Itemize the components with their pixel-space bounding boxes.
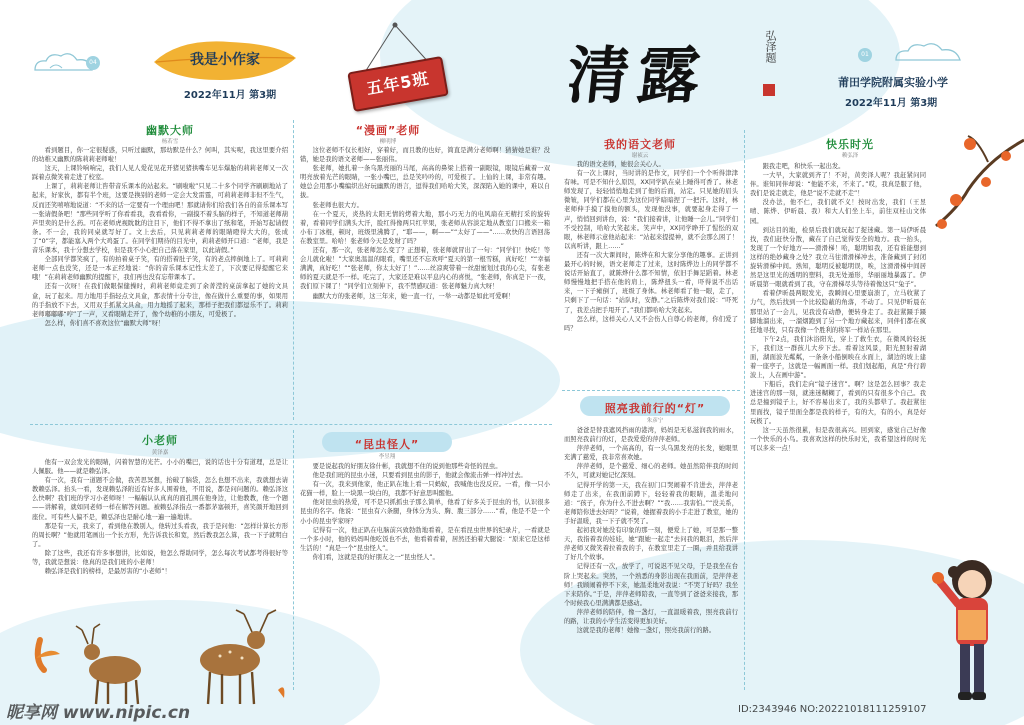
article-body-bug xyxy=(300,462,550,692)
paragraph: 记得有一次，他正趴在电脑前兴致勃勃地看着，是在看昆虫世界的纪录片，一看就是一个多小时，他的妈妈叫他吃饭也不去，他看着看着，居然还拍着大腿说：“原来它是这样生活的！”真是一个“昆虫怪人”。 xyxy=(300,526,550,552)
paragraph: 下午2点，我们沐浴阳光，穿上了救生衣，在微风的轻抚下，我们这一群孩儿大步下去。看着这风景，阳光照射着湖面，湖面波光粼粼，一条条小船倒映在水面上，湖边的坡上建着一座亭子，这就是一幅画面一样。我们划起船，真是“舟行碧波上，人在画中游”。 xyxy=(750,335,926,380)
article-title-happy: 快乐时光 xyxy=(826,138,874,151)
divider xyxy=(30,424,552,425)
column-title: 我是小作家 xyxy=(190,52,260,68)
page-number: 04 xyxy=(89,59,97,66)
article-title-bug: “昆虫怪人” xyxy=(354,438,420,451)
paragraph: 除了这些，我还有许多事想讲，比如说，他怎么帮助同学，怎么每次考试都考得很好等等，我就是想说：他真的是我们班的小老师！ xyxy=(32,549,288,567)
paragraph: 他对昆虫的热爱，可不是只抓抓虫子那么简单，他看了好多关于昆虫的书，认识很多昆虫的名字。他说：“昆虫有六条腿，身体分为头、胸、腹三部分……”看，他是不是一个小小的昆虫学家呀？ xyxy=(300,499,550,525)
cloud-icon-right xyxy=(890,38,970,66)
article-author-lamp: 朱彦宁 xyxy=(646,418,664,424)
paragraph: 这天，上课铃响响完，我们人见人爱花见花开猪见猪拱嘴车见车爆胎的莉莉老师又一次踩着点微笑着走进了校室。 xyxy=(32,165,288,182)
article-title-comic: “漫画”老师 xyxy=(355,124,421,137)
paragraph: 这位老师不仅长相好，穿着好，而且教的也好，简直是满分老师啊！猜猜她是谁？没错，她是我的语文老师——张丽伟。 xyxy=(300,147,550,164)
paragraph: 这一天虽然很累，但是我很高兴。回到家，感觉自己好像一个快乐的小鸟。我喜欢这样的快乐时光，我希望这样的时光可以多来一点！ xyxy=(750,426,926,452)
paragraph: 在一个夏天，炎热的太阳无情的烤着大地，那小巧无力的电风扇在无精打采的旋转着，看着同学们满头大汗，脸红得像两只红苹果，张老师从容淡定地从教室门口搬来一箱小布丁冰棍，顿时，班级里沸腾了，“耶——，啊——”“太好了——”……欢快的言语回荡在教室里。哈哈！张老师今天是发财了吗？ xyxy=(300,210,550,245)
page-number-badge xyxy=(86,56,100,70)
paragraph: 没办法，他不仁，我们就不义！按时出发，我们（王昱晴、陈烨、伊昕晨、我）和大人们坐上车，前往双桂山文体园。 xyxy=(750,199,926,225)
article-body-happy xyxy=(750,162,926,692)
paragraph: 怎么样，这样关心人又不会伤人自尊心的老师，你们爱了吗？ xyxy=(564,315,738,332)
paragraph: 记得开学的第一天，我在初门口哭闹着不肯进去，萍萍老师走了出来，在我面前蹲下，轻轻着我的眼睛，温柔地问道：“孩子，你为什么不进去啊？”“我……我害怕。”“没关系，老师陪你进去好吗？”说着，她握着我的小手走进了教室，她的手好温暖，我一下子就不哭了。 xyxy=(564,481,738,525)
paragraph: 起初我对她没有印象的那一刻，便爱上了她，可是那一整天，我指着我的娃娃，她“跟她一起走”去问我的眼泪，然后萍萍老师又微笑着拉着我的手，在教室里走了一圈，并且给我讲了好几个故事。 xyxy=(564,527,738,562)
paragraph: 有一次上课时，当时讲的是作文，同学们一个个听得津津有味。可是不知什么原因，XX同学趴在桌上睡得可香了。林老师发现了，轻轻悄悄地走到了他的后面，站定。只见她的眉头微皱，同学们都在心里为这位同学暗暗捏了一把汗。这时，林老师伸手摸了摸他的额头，发现他没事，就要起身走得了一声，悄悄回到讲台，说：“我们接着讲，让他睡一会儿。”同学们不受控制，哈哈大笑起来。笑声中，XX同学睁开了惺忪的双眼，林老师示意他站起来：“站起来提提神，就不会那么困了！以真听讲，跟上……” xyxy=(564,170,738,250)
paragraph: 幽默大方的张老师，这三年来，她一直一行，一举一动都是如此可爱啊！ xyxy=(312,292,515,300)
paragraph: 张老师，她扎着一条乌黑亮丽的马尾，高高的鼻梁上搭着一副眼镜，眼镜后藏着一双明亮放着光芒的眼睛，一张小嘴巴，总是笑吟吟的，可爱极了。上仙的上课，非常有趣。她总会用那小嘴编织出好玩幽默的语言，逗得我们哈哈大笑，深深陷入她的课中，难以自拔。 xyxy=(300,165,550,200)
paragraph: 还有一次大课间时，陈烨在和大家分享他的趣事。正讲到最开心的时候，语文老师走了过来，这时陈烨边上的同学都不说话开始直了，就陈烨什么都不知情，依旧手舞足蹈着。林老师慢慢地把手搭在他的肩上，陈烨扭头一看，吓得说不出话来，一下子瘫倒了，班级了身体。林老师看了他一眼，走了，只剩下了一句话：“站队时，安静。”之后陈烨对我们说：“吓死了，我差点把手甩开了。”我们都哈哈大笑起来。 xyxy=(564,251,738,314)
paragraph: 张老师也很大方。 xyxy=(312,201,363,209)
column-divider xyxy=(293,120,294,420)
page-number-right: 01 xyxy=(861,51,869,58)
school-name: 莆田学院附属实验小学 xyxy=(838,76,948,89)
paragraph: 赖弘泽是我们的榜样，是最厉害的“小老师”！ xyxy=(44,568,171,576)
persimmon-branch-illustration xyxy=(928,130,1024,240)
article-title-chinese-teacher: 我的语文老师 xyxy=(604,138,676,151)
article-author-little-teacher: 黄泽嘉 xyxy=(151,450,169,456)
article-author-chinese-teacher: 谢祯云 xyxy=(631,153,649,159)
class-sign-label: 五年5班 xyxy=(365,68,431,99)
paragraph: 下船后，我们走向“镜子迷宫”。啊？这是怎么回事？我走进迷宫的那一刻，就迷迷糊糊了，看到的只有很多个自己。我总是撞到镜子上，好不容易出来了，我的头都晕了。我赶紧往里面找，镜子里面全都是我的样子，有的大，有的小，真是好玩极了。 xyxy=(750,381,926,425)
watermark-right: ID:2343946 NO:20221018111259107 xyxy=(738,704,927,715)
article-author-comic: 柳明博 xyxy=(379,139,397,145)
right-date-issue: 2022年11月 第3期 xyxy=(845,98,938,109)
paragraph: 到达目的地，检票后我们就玩起了捉迷藏。第一局伊昕晨找，我们赶快分散，藏在了自己觉得安全的地方。我一抬头，发现了一个好地方——滑滑梯！哈，聪明如我，还有谁能想到这样的绝妙藏身之处？我立马往滑滑梯冲去，准备藏到了封闭旋转滑梯中间。熟知，聪明反被聪明误，唉，这滑滑梯中间居然是这里光的透明的塑料，我无处遁形，华丽丽地暴露了。伊昕晨第一眼就看到了我，守在滑梯尽头等待着像这只“兔子”。 xyxy=(750,226,926,289)
paragraph: 有一次，我有一道题不会做，我苦思冥想，抬破了脑袋，怎么也想不出来，我就想去请教赖弘泽。抬头一看，发现赖弘泽附近有好多人围着他，不用说，都是问问题的。赖弘泽这么快啊？我们班的学习小老师呀！一幅幅认认真真的面孔围在他身边，让他教教，他一个题——讲解着，就如同老师一样在解答问题。被赖弘泽指点一番都茅塞顿开，喜笑颜开地回到座位。可有些人偏不是，赖弘泽也是耐心地一遍一遍地讲。 xyxy=(32,477,288,521)
paragraph: 记得还有一次，放学了，可说迟不见父母，于是我坐在台阶上哭起来。突然，一个熟悉的身影出现在我面前，是萍萍老师！我顾闹着停不下来，她温柔地对我说：“不哭了好吗？我坐下来陪你。”于是，萍萍老师陪我，一直等到了爸爸来接我，那个时候我心里满满都是感动。 xyxy=(564,563,738,607)
paragraph: 他有一双会发光的眼睛，闪着智慧的光芒。小小的嘴巴，说的话也十分有道理，总是让人佩服。他——就是赖弘泽。 xyxy=(32,459,288,476)
paragraph: 跟我走吧，和快乐一起出发。 xyxy=(762,163,845,170)
watermark-left: 昵享网 www.nipic.cn xyxy=(6,703,191,723)
paragraph: 我的语文老师，她很会关心人。 xyxy=(576,161,665,168)
paragraph: 还有一次呀！在我们做眼保健操时，莉莉老师竟走到了余菁滢的桌前拿起了她的文具盒，玩了起来。用力地用手指轻点文具盒，那表情十分专注，像在做什么重要的事，如果用的手指放不下去，又用双手抓紧文具盒，用力地摇了起来，那样子把我们都逗乐不了。莉莉老师嘟嘟嘟“哼”了一声，又看眼睛走开了，像个幼稚的小朋友，可爱极了。 xyxy=(32,283,288,318)
paragraph: 一大早，大家就到齐了！不对，黄奕泽人呢？我赶紧问同伴。谁知同伴却说：“他能不来，不来了。”哎，我真是服了他，我们是说走就走，他是“说不走就不走”！ xyxy=(750,172,926,198)
girl-illustration xyxy=(928,540,1018,716)
article-author-bug: 李昱翔 xyxy=(378,454,396,460)
masthead-title: 清露 xyxy=(563,39,712,112)
paragraph: 看到题目，你一定很疑惑，只听过幽默，那幼默是什么？何叫，其实呢，我这里要介绍的幼稚又幽默的陈莉莉老师啦！ xyxy=(32,147,288,164)
paragraph: 那是有一天，我来了，看到他在教别人，他转过头看我，我于是问他：“怎样计算长方形的周长啊？”他就用笔画出一个长方形，先告诉我长和宽，然后教我怎么算，我一下子就明白了。 xyxy=(32,522,288,548)
paragraph: 怎么样，你们喜不喜欢这位“幽默大师”呀！ xyxy=(44,319,165,327)
column-divider xyxy=(293,430,294,690)
paragraph: 有一次，我来到他家，他正趴在地上看一只蚂蚁，我喊他也没反应。一看，像一只小花猫一样，脸上一块黑一块白的，我都不好意思叫醒他。 xyxy=(300,481,550,498)
column-divider xyxy=(744,130,745,690)
article-title-lamp: 照亮我前行的“灯” xyxy=(604,402,706,415)
article-title-little-teacher: 小老师 xyxy=(142,434,178,447)
article-title-humor: 幽默大师 xyxy=(146,124,194,137)
paragraph: 看着伊昕晨两眼发光，我瞬间心里要崩溃了，立马收紧了力气，然后找到一个比较隐蔽的角落，不动了。只见伊昕晨在那里站了一会儿，见我没有动静，便转身走了。我赶紧蹑手蹑脚地溜出来，一溜烟跑到了另一个地方藏起来，同伴们都在疯狂地寻找，只有我像一个胜利的将军一样站在那里。 xyxy=(750,290,926,334)
paragraph: 他是我们班的昆虫小迷，只要看到昆虫的影子，他就会像流击弹一样冲过去。 xyxy=(312,472,527,480)
paragraph: 要是说起我的好朋友徐什彬，我就想不住的说到他那些奇怪的昆虫。 xyxy=(312,463,502,470)
article-author-happy: 赖弘泽 xyxy=(841,153,859,159)
article-body-humor xyxy=(32,146,288,420)
article-body-comic xyxy=(300,146,550,420)
paragraph: 萍萍老师的陪伴，像一盏灯，一直温暖着我，照亮我前行的路，让我的小学生活变得更加美好。 xyxy=(564,608,738,625)
deer-illustration xyxy=(30,600,290,710)
article-body-chinese-teacher xyxy=(564,160,738,384)
article-body-lamp xyxy=(564,426,738,690)
paragraph: 上课了，莉莉老师让咨带音乐课本的站起来。“刷啦啦”只见二十多个同学齐刷刷地站了起来，好家伙，都有半个班，这要是换别的老师一定会大发雷霆，可莉莉老师非但不生气，反而还笑嘻嘻地说道：“不来的话一定要有一个理由吧！那就请你们给我们各自的音乐课本写一张请假条吧！”那些同学听了你看看我，我看看你，一副摸不着头脑的样子，不知道老师葫芦里卖的是什么药。可在老师虎视眈眈的注目下，他们不得不拿出了纸和笔，开始写起请假条。不一会，我的同桌就写好了。文上去后，只见莉莉老师的眼睛瞪得大大的，张成了“0”字，都能塞入两个大鸡蛋了。在同学们期待的目光中，莉莉老师开口道：“老师，我是音乐课本，我十分想去学校，但是我不小心把自己落在家里，以此请假。” xyxy=(32,183,288,255)
paragraph: 你们看，这就是我的好朋友之一“昆虫怪人”。 xyxy=(312,553,439,561)
paragraph: 萍萍老师，一个高高的，有一头乌黑发亮的长发，她眼里充满了慈爱，我非常喜欢她。 xyxy=(564,445,738,462)
paragraph: 萍萍老师，是个慈爱、细心的老师。她虽然陪伴我的时间不久，可就对她记忆深刻。 xyxy=(564,463,738,480)
paragraph: 这就是我的老师！她像一盏灯，照亮我前行的路。 xyxy=(576,627,716,635)
paragraph: 爸爸是替我遮风挡雨的港湾，妈妈是无私滋润我的雨水，而照亮我前行的灯，是我爱爱的萍萍老师。 xyxy=(564,427,738,444)
divider xyxy=(562,390,740,391)
masthead-seal xyxy=(763,84,775,96)
article-author-humor: 杨若雪 xyxy=(161,139,179,145)
page-number-badge-right xyxy=(858,48,872,62)
paragraph: 全部同学都笑疯了，有的拍着桌子笑，有的搭着肚子笑，有的老点摔倒地上了。可莉莉老师一点也没笑，还是一本正经地说：“你的音乐课本记性太差了，下次要记得提醒它来哦！”在莉莉老师幽默的提醒下，我们再也没有忘带课本了。 xyxy=(32,256,288,282)
masthead-calligrapher: 弘泽题 xyxy=(764,30,777,63)
paragraph: 还有，那一次，张老师怎么变了？正想着，张老师就冒出了一句：“同学们！快吃！等会儿就化啦！”大家奥温温的眼看，嘴里还不忘欢呼“夏天的第一根雪糕，真好吃！”“幸福满满，真好吃！”“张老师，你太太好了！”……丝凉爽带着一丝甜蜜划过我的心尖，有张老师的夏天就是不一样。吃完了，大家还是难以平息内心的喜悦，“张老师，你真是下一夜，我们原下课了！”同学们立刻伸下，我不禁感叹道：张老师魅力真大呀！ xyxy=(300,247,550,291)
left-date-issue: 2022年11月 第3期 xyxy=(183,90,277,101)
